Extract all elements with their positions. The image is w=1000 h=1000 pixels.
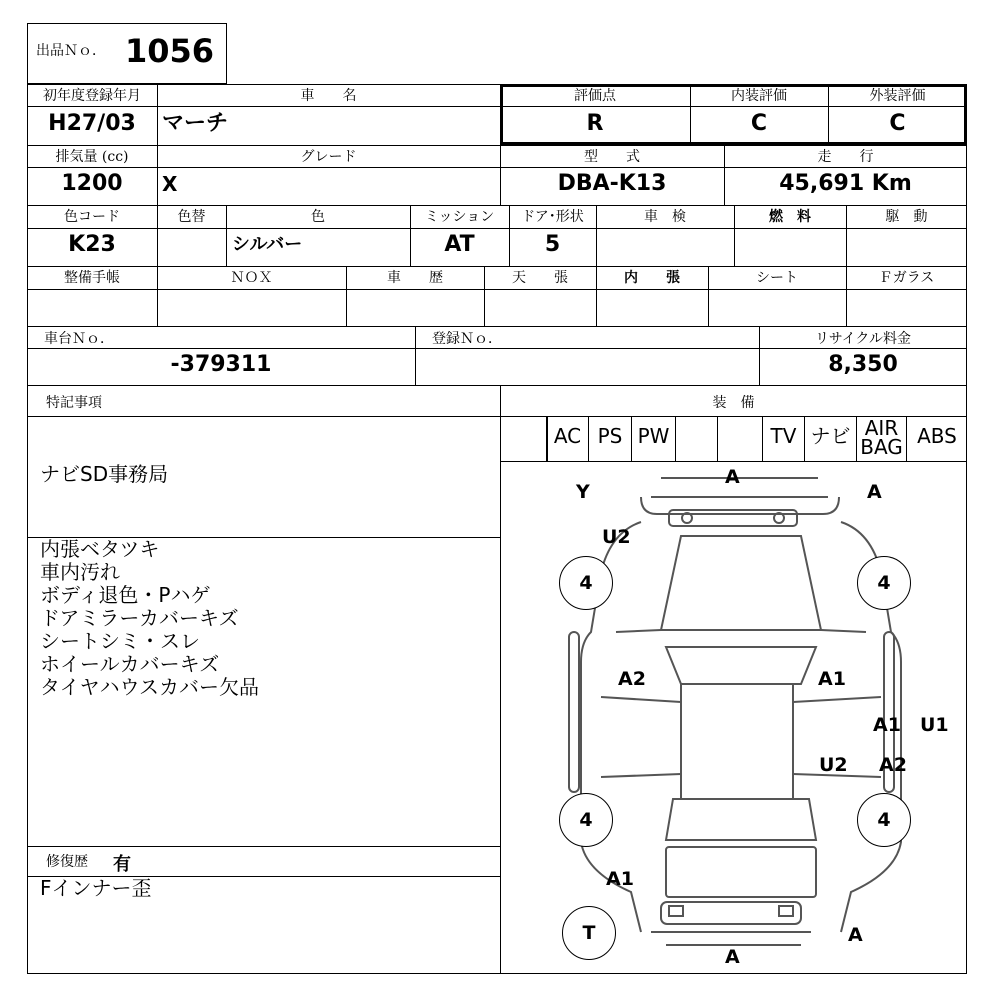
inspector-note-item: 内張ベタツキ [40, 537, 160, 561]
interior-trim-label: 内 張 [624, 270, 680, 286]
car-name-label: 車 名 [300, 88, 357, 104]
chassis-label: 車台Ｎｏ． [44, 331, 114, 347]
interior-grade-value: C [750, 111, 768, 136]
model-label: 型 式 [584, 149, 640, 165]
displacement-label: 排気量 (cc) [55, 149, 129, 165]
score-value: R [586, 111, 604, 136]
equipment-item: PS [589, 416, 632, 461]
inspector-note-item: シートシミ・スレ [40, 629, 200, 653]
mission-label: ミッション [424, 209, 495, 225]
lot-number: 1056 [125, 32, 215, 70]
damage-mark-front-bumper: A [725, 466, 740, 488]
history-label: 車 歴 [387, 270, 443, 286]
damage-mark-rear-right: A [848, 924, 863, 946]
tire-front-right: 4 [857, 556, 911, 610]
damage-mark-front-right: A [867, 481, 882, 503]
repair-note: Fインナー歪 [40, 876, 152, 900]
repaint-label: 色替 [177, 209, 206, 225]
damage-mark-right-rear-u2: U2 [819, 754, 848, 776]
tire-rear-right: 4 [857, 793, 911, 847]
lot-label: 出品Ｎｏ． [36, 43, 106, 59]
nox-label: ＮＯＸ [230, 270, 273, 286]
door-value: 5 [544, 232, 561, 257]
car-name-value: マーチ [162, 111, 229, 136]
damage-mark-right-rear-a2: A2 [879, 754, 907, 776]
equipment-item: ABS [917, 424, 957, 448]
equipment-item [718, 416, 763, 461]
repair-history-value: 有 [113, 854, 131, 875]
registration-label: 登録Ｎｏ． [432, 331, 502, 347]
damage-mark-right-front-door: A1 [818, 668, 846, 690]
roof-lining-label: 天 張 [512, 270, 568, 286]
interior-grade-label: 内装評価 [731, 88, 787, 104]
model-value: DBA-K13 [557, 171, 667, 196]
tire-rear-left: 4 [559, 793, 613, 847]
mission-value: AT [444, 232, 475, 257]
equipment-item [500, 416, 547, 461]
grade-label: グレード [300, 149, 357, 165]
mileage-label: 走 行 [817, 149, 874, 165]
front-glass-label: Ｆガラス [878, 270, 935, 286]
equipment-item: TV [763, 416, 805, 461]
equipment-item: AC [547, 416, 589, 461]
reg-date-label: 初年度登録年月 [43, 88, 141, 104]
recycle-fee-label: リサイクル料金 [814, 331, 912, 347]
tire-spare: T [562, 906, 616, 960]
inspector-note-item: ドアミラーカバーキズ [40, 606, 239, 630]
inspector-note-item: ボディ退色・Pハゲ [40, 583, 211, 607]
damage-mark-hood: U2 [602, 526, 631, 548]
equipment-item: AIR BAG [857, 416, 907, 461]
damage-mark-right-rear-door-a1: A1 [873, 714, 901, 736]
damage-mark-left-front-door: A2 [618, 668, 646, 690]
special-note: ナビSD事務局 [40, 462, 169, 486]
damage-mark-right-rear-door-u1: U1 [920, 714, 949, 736]
fuel-label: 燃 料 [769, 209, 811, 225]
equipment-item: ナビ [805, 416, 857, 461]
color-code-value: K23 [68, 232, 116, 257]
inspector-notes [40, 538, 259, 699]
chassis-value: -379311 [170, 352, 272, 377]
equipment-label: 装 備 [712, 395, 755, 411]
exterior-grade-label: 外装評価 [869, 88, 926, 104]
drive-label: 駆 動 [885, 209, 928, 225]
recycle-fee-value: 8,350 [828, 352, 898, 377]
color-code-label: 色コード [64, 209, 120, 225]
grade-value: X [162, 172, 178, 196]
repair-history-label: 修復歴 [46, 854, 88, 870]
displacement-value: 1200 [61, 171, 123, 196]
seat-label: シート [756, 270, 798, 286]
damage-mark-rear-left: A1 [606, 868, 634, 890]
inspector-note-item: ホイールカバーキズ [40, 652, 220, 676]
inspector-note-item: 車内汚れ [40, 560, 120, 584]
exterior-grade-value: C [889, 111, 906, 136]
mileage-value: 45,691 Km [779, 171, 912, 196]
damage-mark-front-left: Y [576, 481, 590, 503]
tire-front-left: 4 [559, 556, 613, 610]
color-value: シルバー [232, 234, 303, 255]
equipment-item: PW [632, 416, 676, 461]
equipment-item [676, 416, 718, 461]
special-notes-label: 特記事項 [46, 395, 102, 411]
inspection-label: 車 検 [644, 209, 686, 225]
maintenance-book-label: 整備手帳 [64, 270, 120, 286]
score-label: 評価点 [574, 88, 616, 104]
door-label: ドア･形状 [521, 209, 584, 225]
color-label: 色 [311, 209, 325, 225]
inspector-note-item: タイヤハウスカバー欠品 [40, 675, 259, 699]
damage-mark-rear-bumper: A [725, 946, 740, 968]
reg-date-value: H27/03 [48, 111, 136, 136]
